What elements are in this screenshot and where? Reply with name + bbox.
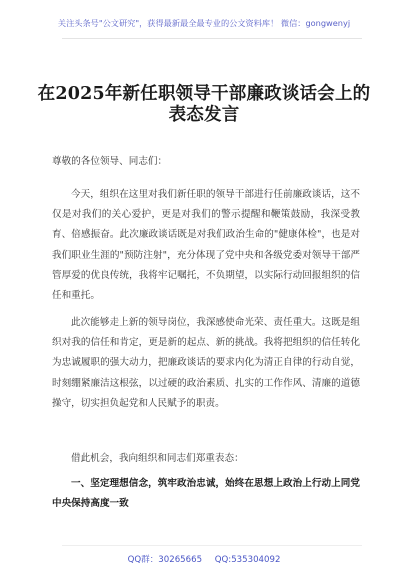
section-heading-1: 一、坚定理想信念，筑牢政治忠诚，始终在思想上政治上行动上同党中央保持高度一致 — [52, 478, 360, 510]
paragraph-3: 借此机会，我向组织和同志们郑重表态： — [71, 453, 244, 464]
paragraph-1: 今天，组织在这里对我们新任职的领导干部进行任前廉政谈话，这不仅是对我们的关心爱护，更是对我们的警示提醒和鞭策鼓励，我深受教育、倍感振奋。此次廉政谈话既是对我们政治生命的"健康体检"，也是对我们职业生涯的"预防注射"，充分体现了党中央和各级党委对领导干部严管厚爱的优良传统，我将牢记嘱托，不负期望，以实际行动回报组织的信任和重托。 — [52, 189, 360, 302]
section-heading-1-container — [52, 474, 360, 514]
header-banner: 关注头条号"公文研究"，获得最新最全最专业的公文资料库！ 微信：gongwenyj — [57, 18, 351, 28]
paragraph-2-container — [52, 313, 360, 414]
footer-qq-group: QQ群：30265665 — [127, 555, 203, 565]
salutation: 尊敬的各位领导、同志们： — [52, 156, 168, 167]
paragraph-1-container — [52, 185, 360, 306]
footer-qq-number: QQ:535304092 — [214, 555, 281, 565]
footer-divider — [62, 545, 362, 546]
header-divider — [62, 38, 362, 39]
paragraph-2: 此次能够走上新的领导岗位，我深感使命光荣、责任重大。这既是组织对我的信任和肯定，更是新的起点、新的挑战。我将把组织的信任转化为忠诚履职的强大动力，把廉政谈话的要求内化为清正自律的行动自觉，时刻绷紧廉洁这根弦，以过硬的政治素质、扎实的工作作风、清廉的道德操守，切实担负起党和人民赋予的职责。 — [52, 317, 360, 409]
footer — [0, 553, 408, 565]
document-title: 在2025年新任职领导干部廉政谈话会上的表态发言 — [37, 84, 371, 125]
paragraph-3-container — [52, 449, 360, 469]
